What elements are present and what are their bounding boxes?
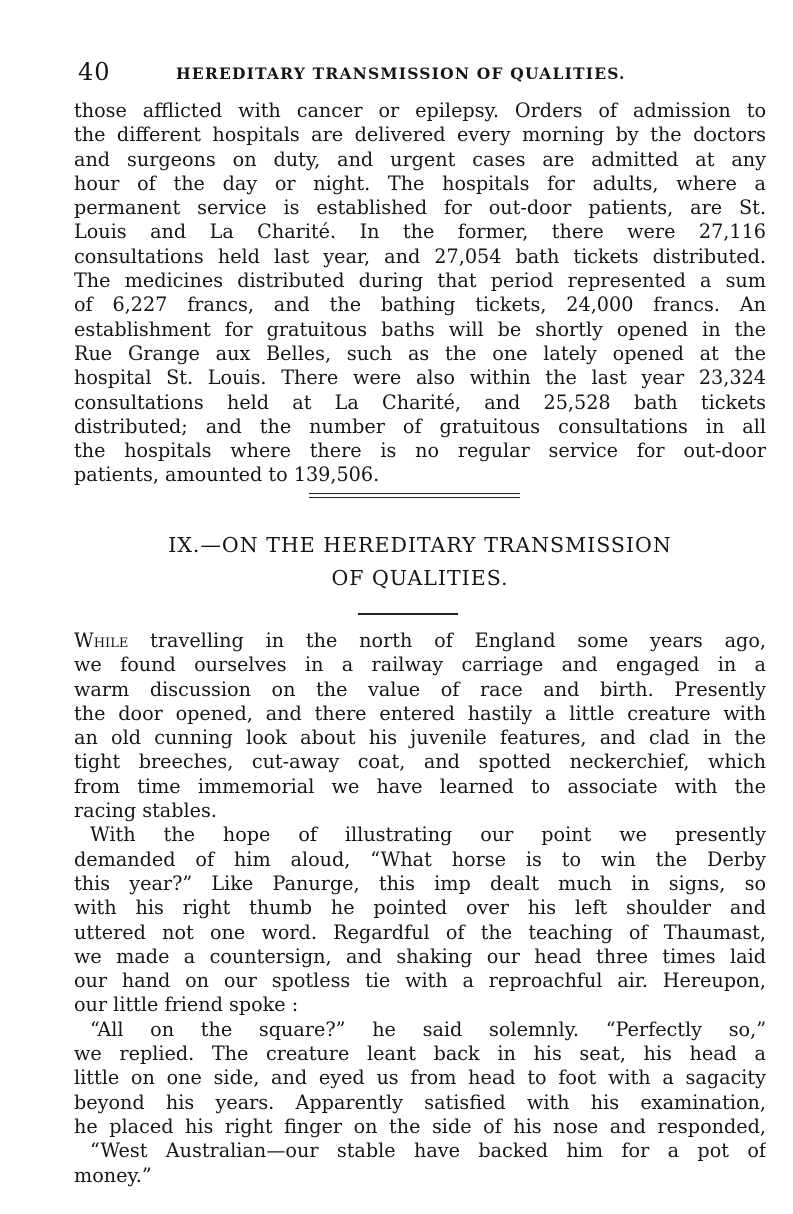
opening-line-text: travelling in the north of England some years ago, [128, 629, 766, 652]
text-line: racing stables. [74, 799, 217, 823]
running-head [78, 58, 768, 86]
text-line: little on one side, and eyed us from head to foot with a sagacity [74, 1066, 766, 1090]
text-line: we found ourselves in a railway carriage and engaged in a [74, 653, 766, 677]
text-line: those afflicted with cancer or epilepsy. Orders of admission to [74, 99, 766, 122]
text-line: our hand on our spotless tie with a reproachful air. Hereupon, [74, 969, 766, 993]
text-line: money.” [74, 1163, 152, 1187]
text-line: “All on the square?” he said solemnly. “Perfectly so,” [90, 1017, 766, 1041]
text-line: consultations held at La Charité, and 25,528 bath tickets [74, 390, 766, 414]
section-heading-line-2: OF QUALITIES. [331, 566, 509, 590]
text-line: from time immemorial we have learned to associate with the [74, 774, 766, 798]
section-heading-line-1: IX.—ON THE HEREDITARY TRANSMISSION [168, 533, 672, 557]
text-line: hour of the day or night. The hospitals for adults, where a [74, 171, 766, 195]
text-line: demanded of him aloud, “What horse is to win the Derby [74, 847, 766, 871]
text-line: distributed; and the number of gratuitous consultations in all [74, 414, 766, 438]
text-line: the different hospitals are delivered every morning by the doctors [74, 123, 766, 147]
text-line: this year?” Like Panurge, this imp dealt much in signs, so [74, 871, 766, 895]
section-body [74, 629, 766, 1188]
text-line: our little friend spoke : [74, 993, 299, 1017]
text-line: he placed his right finger on the side of his nose and responded, [74, 1114, 766, 1138]
continuation-paragraph [74, 99, 766, 488]
section-divider [309, 493, 520, 498]
page-number: 40 [78, 58, 111, 86]
text-line: establishment for gratuitous baths will be shortly opened in the [74, 317, 766, 341]
text-line: an old cunning look about his juvenile features, and clad in the [74, 726, 766, 750]
text-line: hospital St. Louis. There were also within the last year 23,324 [74, 366, 766, 390]
text-line: Louis and La Charité. In the former, there were 27,116 [74, 220, 766, 244]
opening-word: While [74, 629, 129, 652]
text-line: patients, amounted to 139,506. [74, 463, 380, 487]
text-line: we made a countersign, and shaking our head three times laid [74, 944, 766, 968]
text-line: and surgeons on duty, and urgent cases are admitted at any [74, 147, 766, 171]
text-line: “West Australian—our stable have backed him for a pot of [90, 1139, 766, 1163]
text-line: permanent service is established for out-door patients, are St. [74, 196, 766, 220]
text-line: Rue Grange aux Belles, such as the one lately opened at the [74, 341, 766, 365]
opening-line [74, 629, 766, 653]
text-line: of 6,227 francs, and the bathing tickets, 24,000 francs. An [74, 293, 766, 317]
text-line: uttered not one word. Regardful of the teaching of Thaumast, [74, 920, 766, 944]
text-line: we replied. The creature leant back in his seat, his head a [74, 1042, 766, 1066]
text-line: consultations held last year, and 27,054 bath tickets distributed. [74, 244, 766, 268]
text-line: tight breeches, cut-away coat, and spotted neckerchief, which [74, 750, 766, 774]
heading-rule [358, 613, 458, 615]
text-line: The medicines distributed during that period represented a sum [74, 269, 766, 293]
text-line: the hospitals where there is no regular service for out-door [74, 439, 766, 463]
text-line: the door opened, and there entered hastily a little creature with [74, 701, 766, 725]
text-line: warm discussion on the value of race and birth. Presently [74, 677, 766, 701]
text-line: with his right thumb he pointed over his left shoulder and [74, 896, 766, 920]
running-title: HEREDITARY TRANSMISSION OF QUALITIES. [176, 64, 626, 83]
text-line: beyond his years. Apparently satisfied with his examination, [74, 1090, 766, 1114]
text-line: With the hope of illustrating our point we presently [90, 823, 766, 847]
